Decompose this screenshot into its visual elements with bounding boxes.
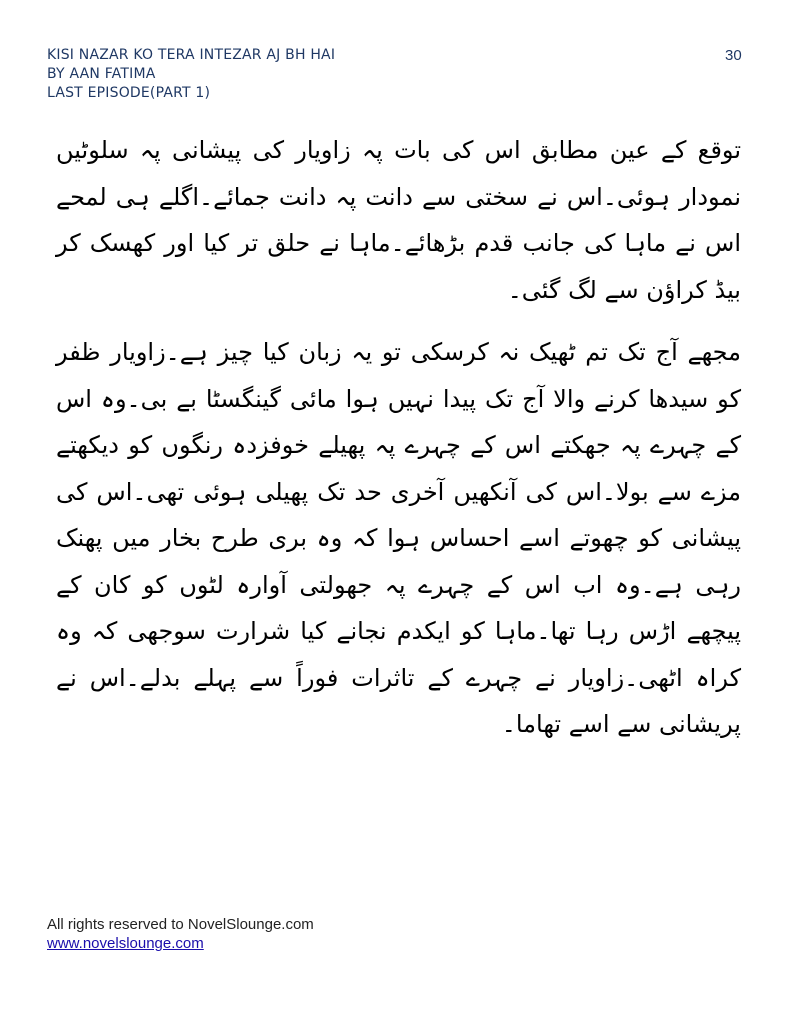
novel-title: KISI NAZAR KO TERA INTEZAR AJ BH HAI [47,47,336,63]
paragraph-2: مجھے آج تک تم ٹھیک نہ کرسکی تو یہ زبان کیا چیز ہے۔زاویار ظفر کو سیدھا کرنے والا آج تک پیدا نہیں ہوا مائی گینگسٹا بے بی۔وہ اس کے چہرے پہ جھکتے اس کے چہرے پہ پھیلے خوفزدہ رنگوں کو دیکھتے مزے سے بولا۔اس کی آنکھیں آخری حد تک پھیلی ہوئی تھی۔اس کی پیشانی کو چھوتے اسے احساس ہوا کہ وہ بری طرح بخار میں پھنک رہی ہے۔وہ اب اس کے چہرے پہ جھولتی آوارہ لٹوں کو کان کے پیچھے اڑس رہا تھا۔ماہا کو ایکدم نجانے کیا شرارت سوجھی کہ وہ کراہ اٹھی۔زاویار نے چہرے کے تاثرات فوراً سے پہلے بدلے۔اس نے پریشانی سے اسے تھاما۔ [56,338,741,738]
website-link[interactable]: www.novelslounge.com [47,935,204,952]
rights-notice: All rights reserved to NovelSlounge.com [47,916,314,933]
page-header [47,46,335,103]
episode-line: LAST EPISODE(PART 1) [47,85,211,101]
paragraph-1: توقع کے عین مطابق اس کی بات پہ زاویار کی پیشانی پہ سلوٹیں نمودار ہوئی۔اس نے سختی سے دانت پہ دانت جمائے۔اگلے ہی لمحے اس نے ماہا کی جانب قدم بڑھائے۔ماہا نے حلق تر کیا اور کھسک کر بیڈ کراؤن سے لگ گئی۔ [56,136,741,304]
author-line: BY AAN FATIMA [47,66,156,82]
page-footer [47,915,314,953]
story-text [56,127,741,764]
page-number: 30 [725,47,742,64]
